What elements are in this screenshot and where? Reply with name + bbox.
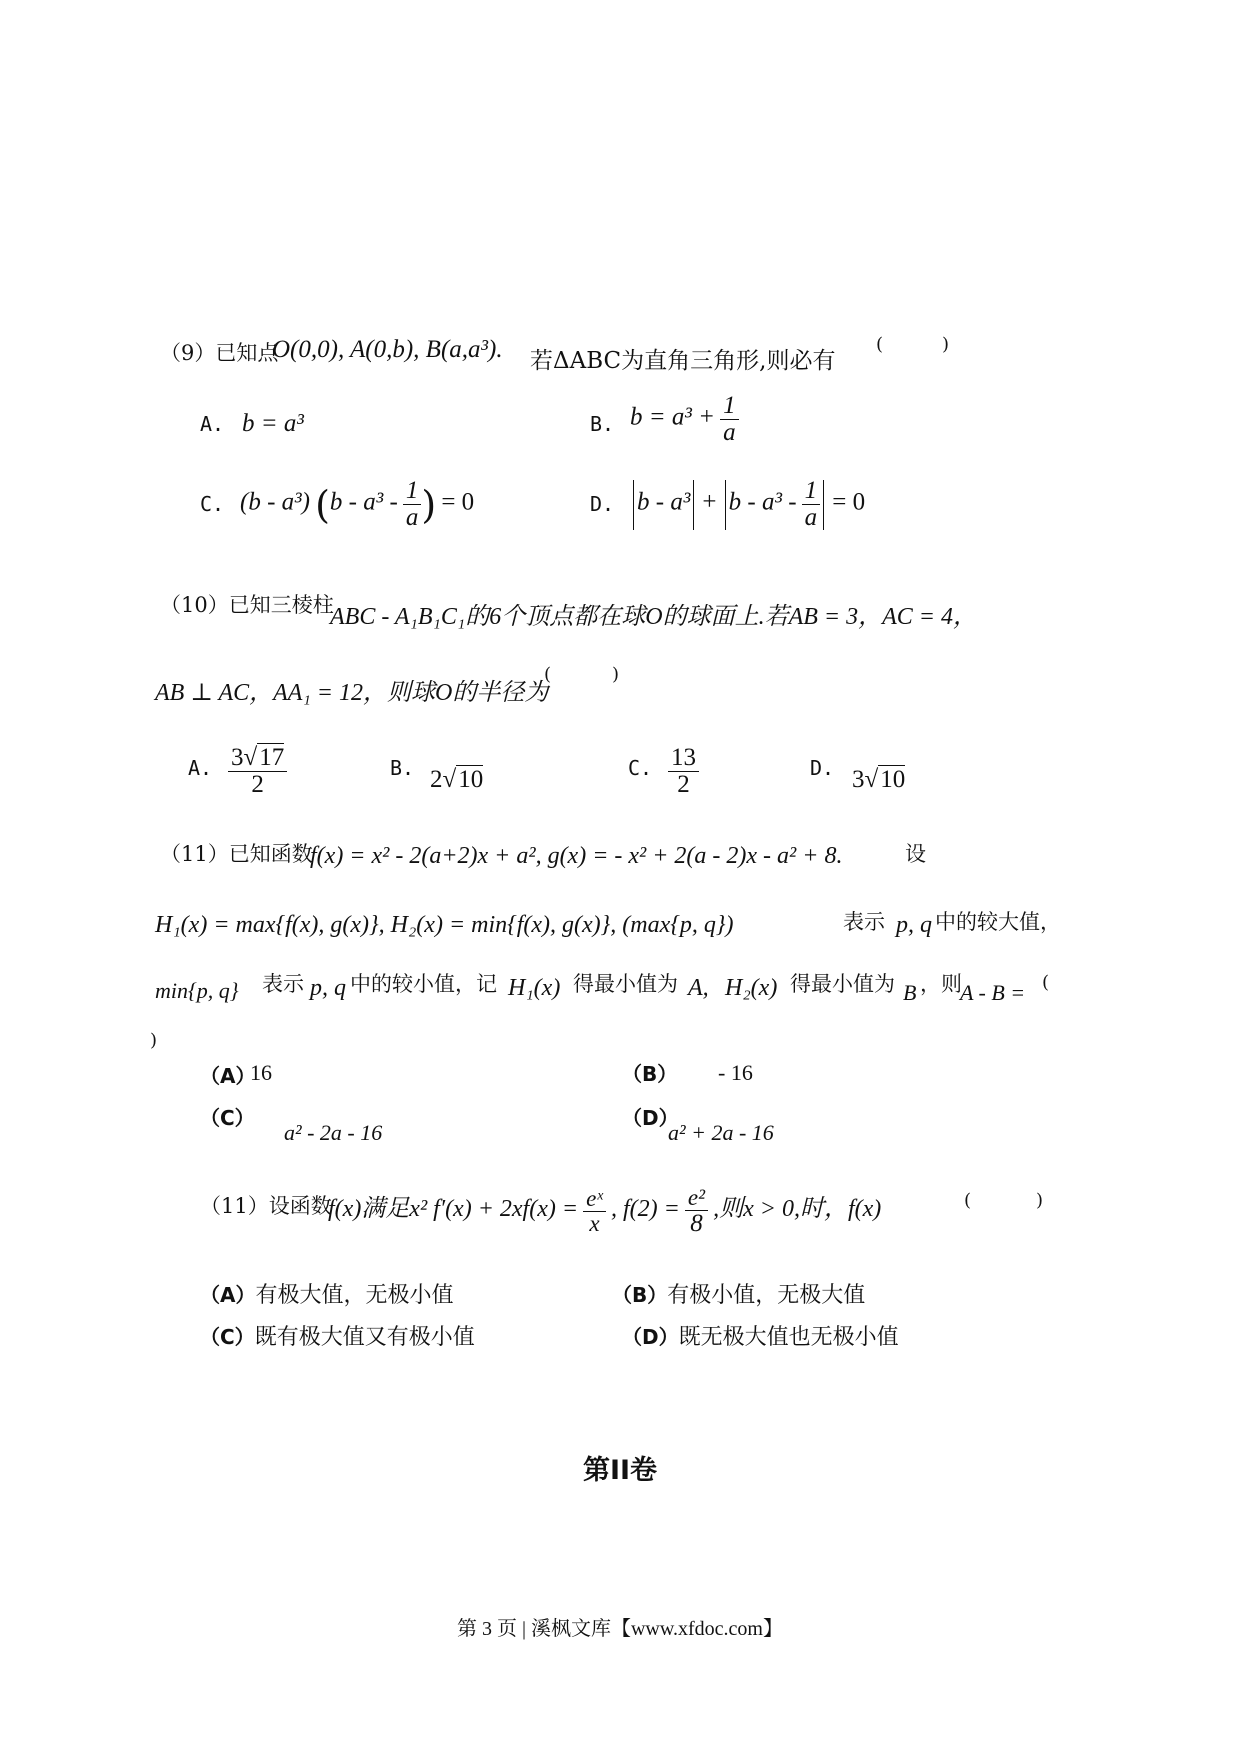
q10-option-a-frac [228,745,287,799]
q11a-label: （11）已知函数 [160,842,313,866]
q11a-option-d-expr: a² + 2a - 16 [668,1120,774,1145]
q11a-line3-pq: p, q [310,975,346,1001]
q11a-paren-close: ) [150,1030,158,1051]
q10-option-c-frac [668,745,699,799]
q10-option-a-coef: 3 [231,744,244,771]
q10-label: （10）已知三棱柱 [160,593,334,617]
q9-option-b-lhs: b = a³ + [630,403,715,431]
q11b-option-c [200,1320,475,1351]
q11b-label: （11）设函数 [200,1194,332,1218]
q9-label: （9）已知点 [160,341,279,365]
q11b-frac1 [583,1187,606,1236]
q11a-line2-t2: 中的较大值， [935,910,1061,934]
q9-option-d-mid: b - a³ - [728,488,797,516]
q9-option-c-num: 1 [403,478,422,505]
q11b-expr-rhs: ,则x > 0,时，f(x) [713,1196,882,1223]
q9-option-a-expr: b = a³ [242,410,304,437]
q9-option-c-frac [403,478,422,532]
q11a-paren: ( [1042,972,1050,993]
q11b-frac2 [685,1186,708,1237]
q11b-paren: ( [964,1190,972,1211]
q9-option-d-abs2-close [823,480,824,530]
q9-option-b-expr [630,393,739,447]
q11a-line2-t1: 表示 [843,910,885,934]
q10-option-c-expr [668,745,699,799]
q10-option-a-num [228,745,287,772]
q10-option-d-expr [852,766,905,794]
q9-option-b-frac [720,393,739,447]
q11a-option-a-label: （A） [200,1064,256,1088]
q11b-option-a [200,1278,454,1309]
q10-option-a-den: 2 [251,771,264,799]
q9-tail: 若ΔABC为直角三角形,则必有 [530,348,836,374]
q9-paren-close: ) [942,334,950,355]
q9-option-d-rhs: = 0 [832,488,866,516]
q9-option-b-label: B. [590,412,615,436]
q9-option-a-label: A. [200,412,225,436]
q9-option-d-abs1-close [693,480,694,530]
page-footer: 第 3 页 | 溪枫文库【www.xfdoc.com】 [456,1618,783,1640]
q10-option-b-label: B. [390,756,415,780]
q10-line1: ABC - A₁B₁C₁的6个顶点都在球O的球面上.若AB = 3，AC = 4， [330,604,977,630]
q10-option-d-radical: √ [864,766,879,793]
q11a-line3-t3: 得最小值为 [573,972,678,996]
q11a-line3-min: min{p, q} [155,978,239,1003]
q9-option-c-expr [240,478,474,532]
q11a-line3-h2: H₂(x) [725,975,778,1001]
q9-option-d-label: D. [590,492,615,516]
q9-option-c-den: a [405,504,419,532]
q10-option-a-radicand: 17 [259,744,285,771]
q11b-frac2-den: 8 [690,1210,703,1238]
q11b-expr-lhs: f(x)满足x² f′(x) + 2xf(x) = [328,1196,579,1223]
q11a-line3-t5: ，则 [920,972,962,996]
q9-option-c-lhs: (b - a³) [240,488,310,516]
q9-option-d-den: a [804,504,818,532]
q10-option-c-label: C. [628,756,653,780]
q11a-line3-ab: A - B = [960,980,1026,1005]
q11a-line3-b: B [903,980,917,1005]
q9-option-c-rparen: ) [421,482,437,527]
q9-option-d-frac [802,478,821,532]
q10-option-b-radicand: 10 [458,766,484,793]
q11b-expr-mid: , f(2) = [610,1196,680,1223]
q11b-frac1-den: x [589,1211,600,1237]
q9-option-c-mid: b - a³ - [329,488,398,516]
q9-option-d-expr [630,478,865,532]
q9-expr: O(0,0), A(0,b), B(a,a³). [272,336,503,363]
q9-option-d-plus: + [702,488,717,516]
q11b-expr [328,1186,881,1237]
q11a-line2-expr: H₁(x) = max{f(x), g(x)}, H₂(x) = min{f(x), g(x)}, (max{p, q}) [155,912,734,938]
q11a-line3-a: A, [688,975,709,1001]
q11a-line3-h1: H₁(x) [508,975,561,1001]
q11a-line3-t1: 表示 [262,972,304,996]
q11b-option-a-text: 有极大值，无极小值 [255,1283,454,1308]
q10-option-b-coef: 2 [430,766,443,793]
q11a-option-b-label: （B） [622,1062,678,1086]
q9-option-d-num: 1 [802,478,821,505]
q11b-option-d [622,1320,899,1351]
q11b-option-c-label: （C） [200,1325,255,1349]
q11a-option-c-expr: a² - 2a - 16 [284,1120,383,1145]
q9-paren: ( [876,334,884,355]
q10-option-a-radical: √ [243,744,258,771]
q11a-option-a-expr: 16 [250,1060,272,1085]
q11b-frac1-num: eˣ [583,1187,606,1212]
q10-option-b-expr [430,766,483,794]
q10-option-d-radicand: 10 [880,766,906,793]
q10-paren: ( [544,664,552,685]
q10-option-c-num: 13 [668,745,699,772]
q11a-line2-pq: p, q [896,912,932,938]
q9-option-c-label: C. [200,492,225,516]
q11a-option-b-expr: - 16 [718,1060,753,1085]
q9-option-c-rhs: = 0 [441,488,475,516]
q10-option-b-radical: √ [442,766,457,793]
q9-option-b-num: 1 [720,393,739,420]
q11a-expr: f(x) = x² - 2(a+2)x + a², g(x) = - x² + 2(a - 2)x - a² + 8. [310,843,843,869]
q11a-option-d-label: （D） [622,1106,679,1130]
q11b-option-b [612,1278,865,1309]
q11b-option-a-label: （A） [200,1283,256,1307]
q9-option-d-lhs: b - a³ [637,488,691,516]
q11b-option-d-label: （D） [622,1325,679,1349]
q11a-option-c-label: （C） [200,1106,255,1130]
q10-line2: AB ⊥ AC，AA₁ = 12，则球O的半径为 [155,680,549,706]
section-title: 第II卷 [582,1455,658,1486]
q10-option-d-coef: 3 [852,766,865,793]
q10-option-c-den: 2 [677,771,690,799]
q11b-option-d-text: 既无极大值也无极小值 [678,1325,899,1350]
q9-option-d-abs2-open [725,480,726,530]
q10-option-a-expr [228,745,287,799]
q10-paren-close: ) [612,664,620,685]
q11b-frac2-num: e² [685,1186,708,1211]
q11b-option-c-text: 既有极大值又有极小值 [254,1325,475,1350]
q9-option-d-abs1-open [633,480,634,530]
q10-option-a-label: A. [188,756,213,780]
q11a-line3-t4: 得最小值为 [790,972,895,996]
q10-option-d-label: D. [810,756,835,780]
q11b-option-b-label: （B） [612,1283,668,1307]
q9-option-c-lparen: ( [315,482,330,527]
q11a-tail: 设 [905,842,926,866]
q11b-option-b-text: 有极小值，无极大值 [667,1283,866,1308]
q11a-line3-t2: 中的较小值，记 [350,972,497,996]
q11b-paren-close: ) [1036,1190,1044,1211]
q9-option-b-den: a [723,419,736,447]
